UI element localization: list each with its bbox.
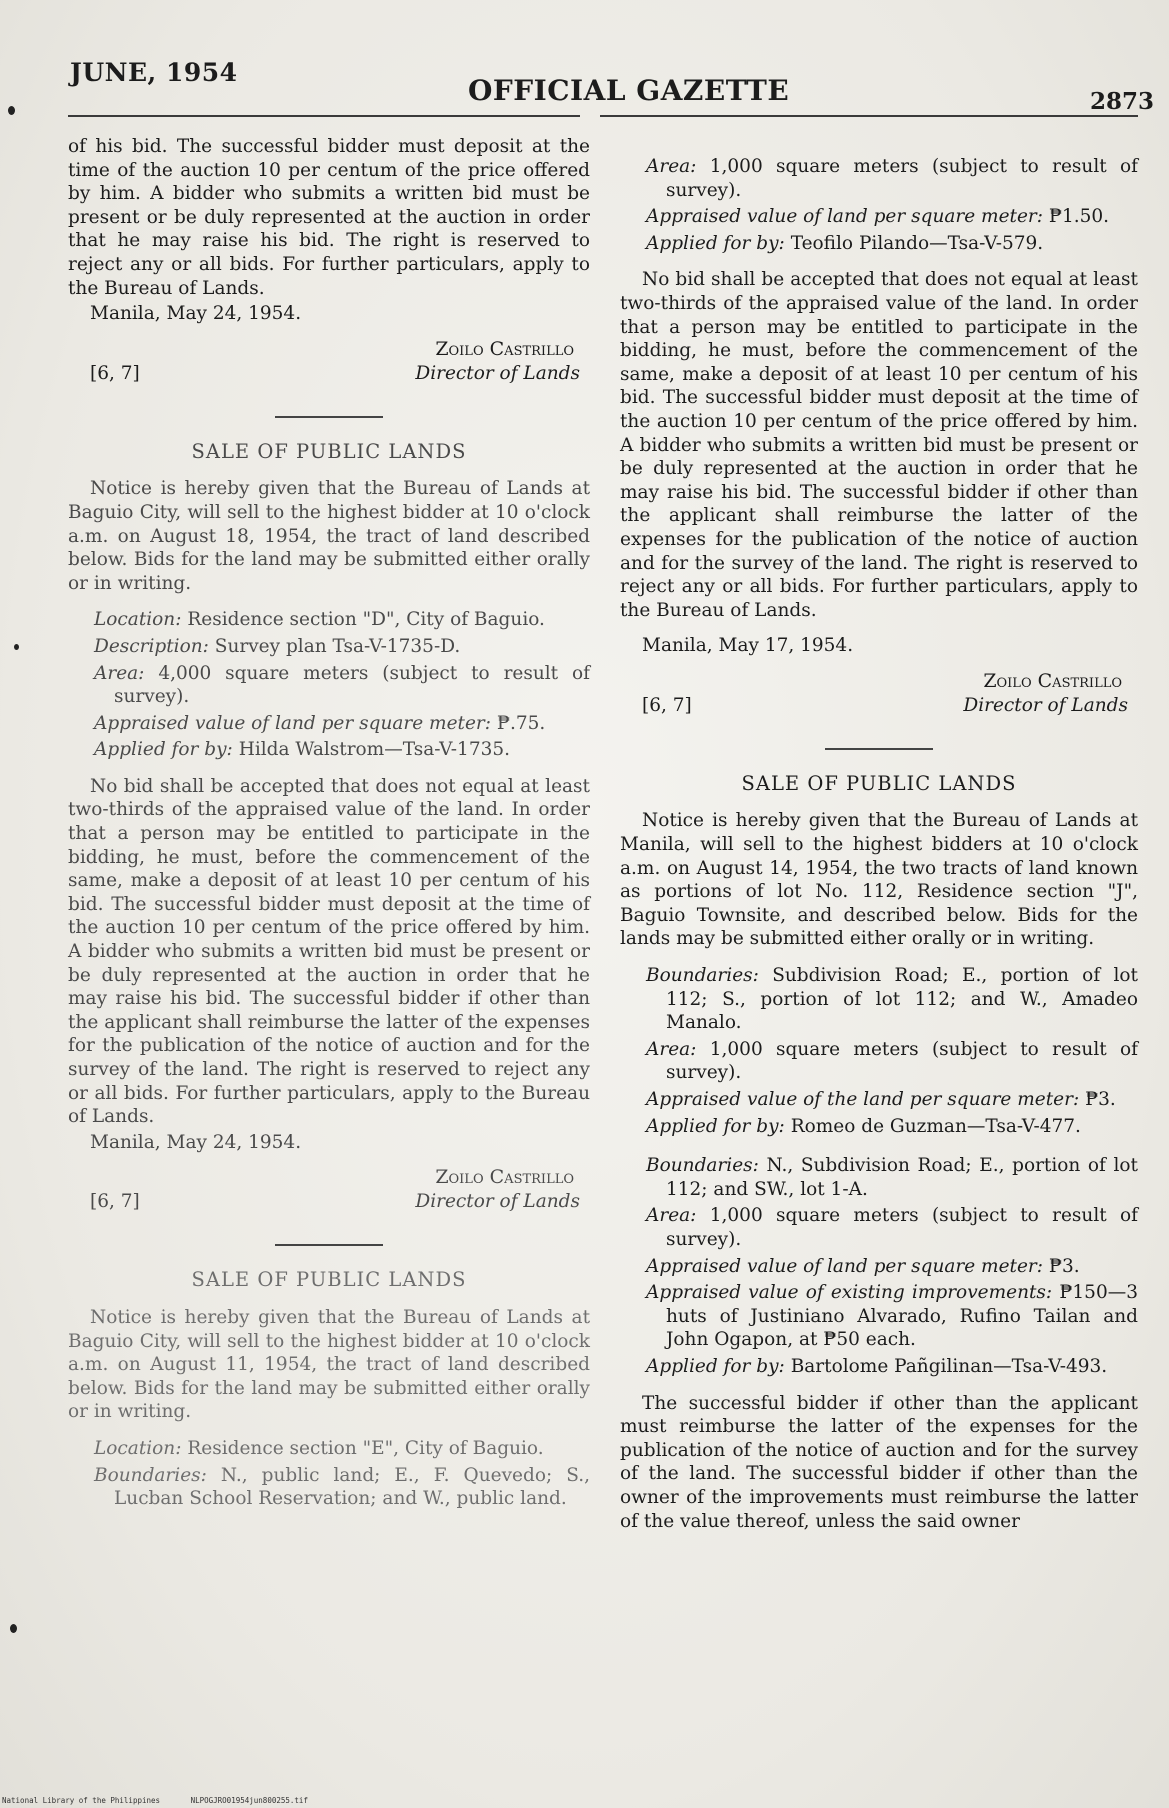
issue-bracket: [6, 7] [642,694,692,716]
notice-body: The successful bidder if other than the applicant must reimburse the latter of the expenses for the publication of the notice of auction and for the survey of the land. The successful bidder if other than the owner of the improvements must reimburse the latter of the value thereof, unless the said owner [620,1392,1138,1532]
detail-label: Appraised value of existing improvements: [646,1282,1053,1304]
detail-value: Residence section "D", City of Baguio. [187,609,545,631]
lot-detail [68,1437,590,1461]
lot-detail [68,662,590,709]
detail-label: Area: [646,1038,697,1060]
notice-intro: Notice is hereby given that the Bureau of Lands at Manila, will sell to the highest bidders at 10 o'clock a.m. on August 14, 1954, the two tracts of land known as portions of lot No. 112, Residence section "J", Baguio Townsite, and described below. Bids for the lands may be submitted either orally or in writing. [620,810,1138,950]
signer-title: Director of Lands [963,694,1128,716]
header-rule-right [600,115,1138,117]
detail-label: Description: [94,635,209,657]
notice-intro: Notice is hereby given that the Bureau of Lands at Baguio City, will sell to the highest bidder at 10 o'clock a.m. on August 11, 1954, the tract of land described below. Bids for the land may be submitted either orally or in writing. [68,1306,590,1423]
signature-block [620,670,1138,728]
detail-value: 1,000 square meters (subject to result of survey). [666,1038,1138,1084]
detail-value: ₱3. [1048,1255,1080,1277]
signer-title: Director of Lands [415,1191,580,1213]
section-divider [275,1244,383,1246]
signature-block [68,1166,590,1224]
lot-detail [620,1115,1138,1139]
signer-name: Zoilo Castrillo [435,337,574,360]
lot-detail [620,205,1138,229]
notice-body: No bid shall be accepted that does not equal at least two-thirds of the appraised value of the land. In order that a person may be entitled to participate in the bidding, he must, before the commencement of the same, make a deposit of at least 10 per centum of his bid. The successful bidder must deposit at the time of the auction 10 per centum of the price offered by him. A bidder who submits a written bid must be present or be duly represented at the auction in order that he may raise his bid. The successful bidder if other than the applicant shall reimburse the latter of the expenses for the publication of the notice of auction and for the survey of the land. The right is reserved to reject any or all bids. For further particulars, apply to the Bureau of Lands. [68,775,590,1128]
notice-heading: SALE OF PUBLIC LANDS [191,439,467,463]
signer-name: Zoilo Castrillo [435,1166,574,1189]
detail-value: Bartolome Pañgilinan—Tsa-V-493. [790,1355,1108,1377]
detail-label: Boundaries: [646,965,759,987]
footer-library: National Library of the Philippines [2,1796,161,1805]
issue-date: JUNE, 1954 [70,58,238,87]
detail-value: Survey plan Tsa-V-1735-D. [214,635,461,657]
header-rule-left [68,115,580,117]
detail-value: ₱3. [1085,1089,1116,1110]
lot-detail [620,232,1138,256]
detail-value: Residence section "E", City of Baguio. [187,1437,544,1459]
detail-label: Area: [94,662,145,684]
lot-detail [68,608,590,632]
issue-bracket: [6, 7] [90,1191,140,1213]
notice-section [68,1268,590,1510]
lot-detail [620,1281,1138,1352]
detail-value: N., public land; E., F. Quevedo; S., Lucban School Reservation; and W., public land. [114,1464,590,1510]
lot-detail [68,712,590,736]
detail-label: Boundaries: [646,1155,759,1177]
publication-title: OFFICIAL GAZETTE [468,74,790,107]
lot-detail [620,1154,1138,1201]
detail-label: Boundaries: [94,1464,207,1486]
notice-date: Manila, May 24, 1954. [90,303,302,325]
footer-filename: NLPOGJRO01954jun800255.tif [190,1796,308,1805]
detail-label: Applied for by: [646,1355,785,1377]
detail-label: Appraised value of the land per square meter: [646,1089,1080,1110]
detail-label: Appraised value of land per square meter: [94,712,492,734]
detail-label: Applied for by: [646,1115,785,1137]
detail-value: Romeo de Guzman—Tsa-V-477. [790,1115,1081,1137]
signer-name: Zoilo Castrillo [983,669,1122,692]
issue-bracket: [6, 7] [90,362,140,384]
lot-detail [68,635,590,659]
scan-speck [14,644,19,650]
scan-speck [8,106,15,115]
signer-title: Director of Lands [415,362,580,384]
section-divider [275,416,383,418]
detail-label: Applied for by: [646,232,785,254]
detail-label: Location: [94,1437,182,1459]
notice-intro: Notice is hereby given that the Bureau of Lands at Baguio City, will sell to the highest bidder at 10 o'clock a.m. on August 18, 1954, the tract of land described below. Bids for the land may be submitted either orally or in writing. [68,478,590,594]
right-column [620,152,1138,1533]
notice-body: No bid shall be accepted that does not equal at least two-thirds of the appraised value of the land. In order that a person may be entitled to participate in the bidding, he must, before the commencement of the same, make a deposit of at least 10 per centum of his bid. The successful bidder must deposit at the time of the auction 10 per centum of the price offered by him. A bidder who submits a written bid must be present or be duly represented at the auction in order that he may raise his bid. The successful bidder if other than the applicant shall reimburse the latter of the expenses for the publication of the notice of auction and for the survey of the land. The right is reserved to reject any or all bids. For further particulars, apply to the Bureau of Lands. [620,269,1138,621]
notice-body: of his bid. The successful bidder must deposit at the time of the auction 10 per centum of the price offered by him. A bidder who submits a written bid must be present or be duly represented at the auction in order that he may raise his bid. The right is reserved to reject any or all bids. For further particulars, apply to the Bureau of Lands. [68,136,590,299]
detail-label: Area: [646,156,697,177]
detail-value: 4,000 square meters (subject to result of survey). [114,662,590,708]
lot-detail [620,1255,1138,1279]
detail-label: Location: [94,609,182,631]
lot-detail [620,1038,1138,1085]
detail-value: ₱150—3 huts of Justiniano Alvarado, Rufino Tailan and John Ogapon, at ₱50 each. [666,1282,1138,1351]
notice-heading: SALE OF PUBLIC LANDS [191,1268,467,1292]
detail-value: ₱1.50. [1048,206,1110,228]
detail-value: 1,000 square meters (subject to result of survey). [666,156,1138,201]
signature-block [68,338,590,396]
lot-detail [620,964,1138,1035]
section-divider [825,748,933,750]
lot-detail [620,1088,1138,1112]
left-column [68,135,590,1514]
lot-detail [68,1464,590,1511]
detail-label: Area: [646,1205,697,1227]
detail-value: N., Subdivision Road; E., portion of lot 112; and SW., lot 1-A. [666,1155,1138,1200]
detail-value: Subdivision Road; E., portion of lot 112; S., portion of lot 112; and W., Amadeo Manalo. [666,965,1138,1034]
detail-value: ₱.75. [496,712,546,734]
detail-label: Appraised value of land per square meter: [646,206,1044,228]
scan-footer [2,1796,334,1805]
scan-speck [10,1624,17,1633]
detail-value: Hilda Walstrom—Tsa-V-1735. [238,739,511,761]
notice-heading: SALE OF PUBLIC LANDS [741,771,1017,795]
lot-detail [68,738,590,762]
notice-date: Manila, May 17, 1954. [642,635,854,657]
notice-date: Manila, May 24, 1954. [90,1131,302,1153]
page-number: 2873 [1090,88,1155,115]
detail-value: Teofilo Pilando—Tsa-V-579. [790,232,1044,254]
lot-detail [620,1204,1138,1251]
notice-section [68,440,590,1225]
lot-detail [620,1355,1138,1379]
detail-value: 1,000 square meters (subject to result of survey). [666,1205,1138,1250]
detail-label: Appraised value of land per square meter: [646,1255,1044,1277]
detail-label: Applied for by: [94,739,233,761]
lot-detail [620,155,1138,202]
